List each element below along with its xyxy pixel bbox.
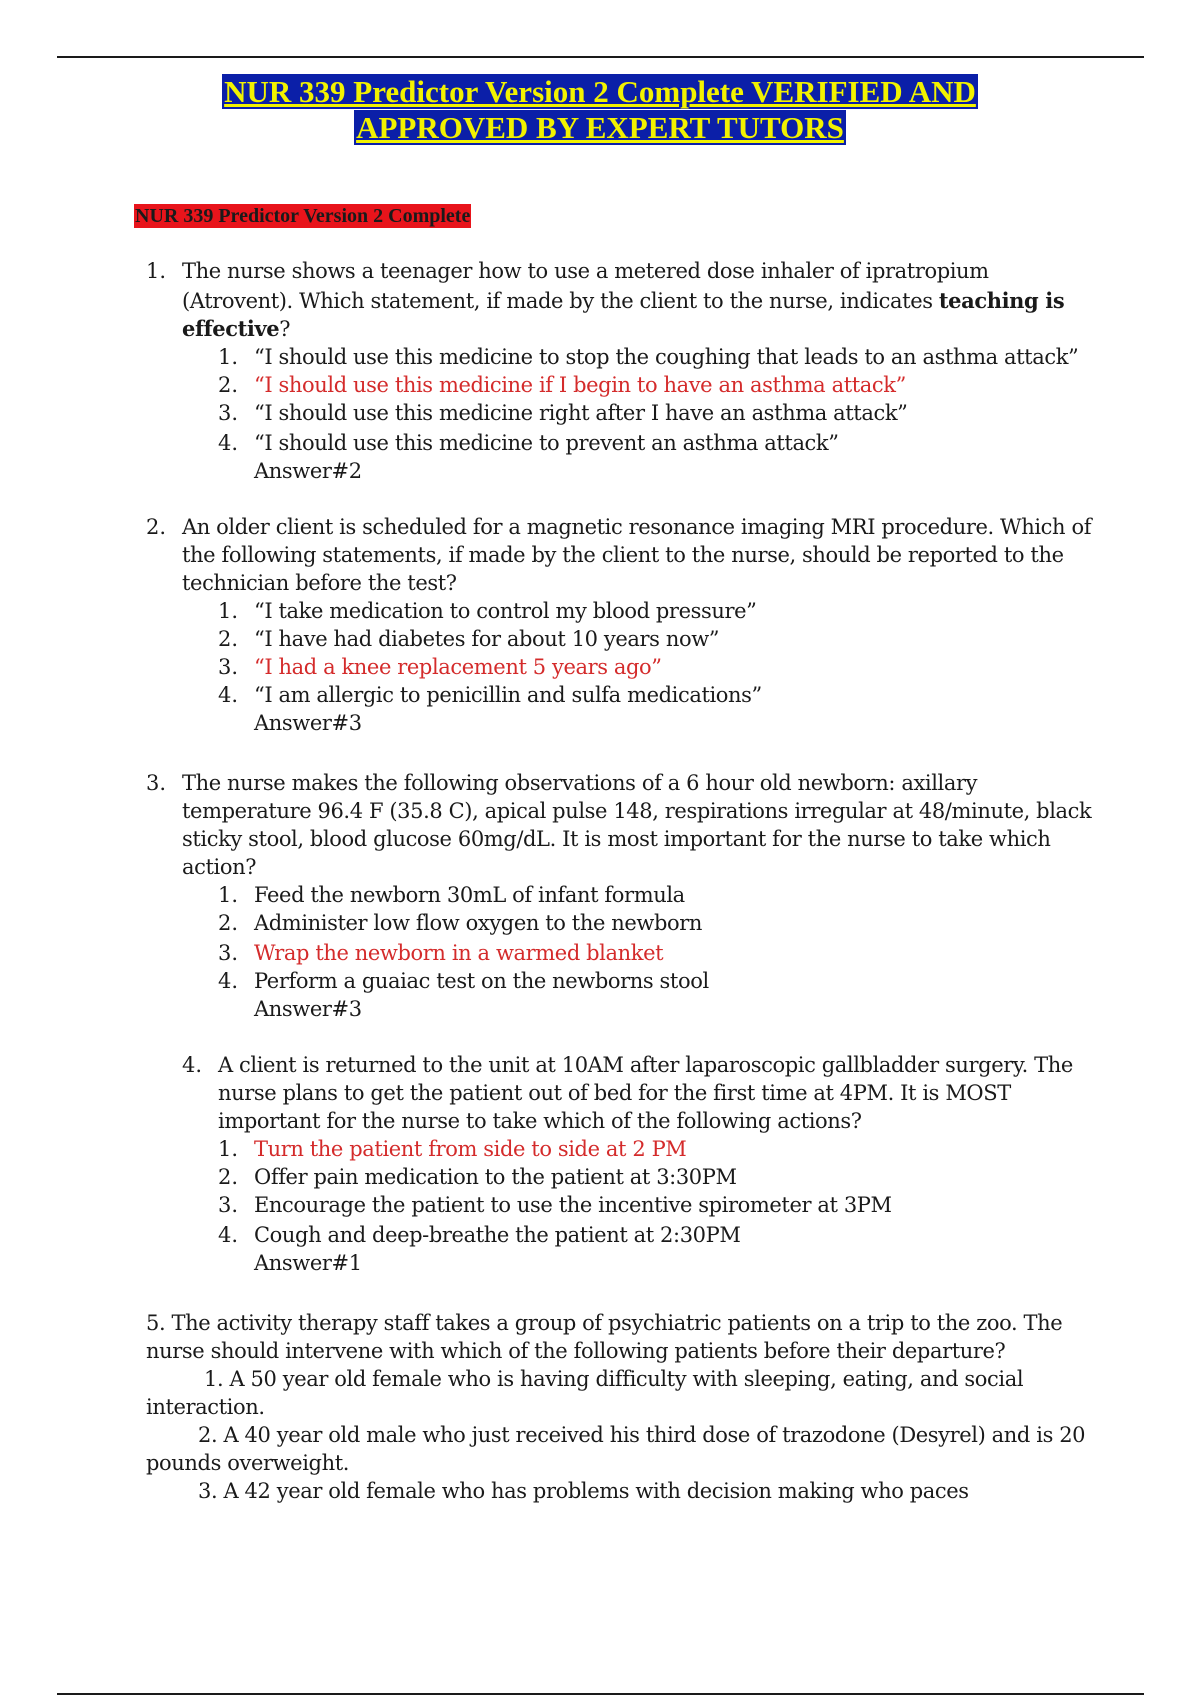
correct-option-text: Wrap the newborn in a warmed blanket xyxy=(254,941,664,965)
option-text: pounds overweight. xyxy=(146,1451,350,1475)
correct-option-text: “I had a knee replacement 5 years ago” xyxy=(254,655,662,679)
question-text xyxy=(182,288,1064,314)
question-text-emphasis: effective xyxy=(182,316,280,341)
option-number: 2. xyxy=(218,627,239,651)
question-text: 5. The activity therapy staff takes a group of psychiatric patients on a trip to the zoo. The xyxy=(146,1311,1063,1335)
option-number: 3. xyxy=(218,401,239,425)
question-number: 3. xyxy=(146,771,167,795)
option-text: interaction. xyxy=(146,1395,265,1419)
question-text-part: ? xyxy=(279,317,291,341)
question-text: nurse should intervene with which of the following patients before their departure? xyxy=(146,1339,1006,1363)
bottom-rule xyxy=(57,1693,1144,1695)
answer-label: Answer#3 xyxy=(254,711,362,735)
option-text: “I am allergic to penicillin and sulfa medications” xyxy=(254,683,762,707)
answer-label: Answer#2 xyxy=(254,459,362,483)
option-text: 1. A 50 year old female who is having difficulty with sleeping, eating, and social xyxy=(204,1367,1024,1391)
option-number: 4. xyxy=(218,1223,239,1247)
option-text: “I should use this medicine to prevent an asthma attack” xyxy=(254,431,839,455)
option-text: Encourage the patient to use the incentive spirometer at 3PM xyxy=(254,1193,892,1217)
answer-label: Answer#3 xyxy=(254,997,362,1021)
option-text: “I should use this medicine to stop the coughing that leads to an asthma attack” xyxy=(254,345,1079,369)
option-text: 3. A 42 year old female who has problems with decision making who paces xyxy=(198,1479,969,1503)
option-text: Perform a guaiac test on the newborns stool xyxy=(254,969,709,993)
question-number: 2. xyxy=(146,515,167,539)
option-text: “I should use this medicine right after I have an asthma attack” xyxy=(254,401,908,425)
question-text: temperature 96.4 F (35.8 C), apical pulse 148, respirations irregular at 48/minute, black xyxy=(182,799,1092,823)
question-text: important for the nurse to take which of the following actions? xyxy=(218,1109,862,1133)
option-number: 1. xyxy=(218,599,239,623)
question-text-part: (Atrovent). Which statement, if made by the client to the nurse, indicates xyxy=(182,289,939,313)
question-text: An older client is scheduled for a magnetic resonance imaging MRI procedure. Which of xyxy=(182,515,1092,539)
title-line-2: APPROVED BY EXPERT TUTORS xyxy=(356,110,844,145)
option-number: 3. xyxy=(218,941,239,965)
question-number: 1. xyxy=(146,259,167,283)
option-text: Offer pain medication to the patient at 3:30PM xyxy=(254,1165,737,1189)
option-text: Administer low flow oxygen to the newborn xyxy=(254,911,703,935)
option-number: 2. xyxy=(218,373,239,397)
option-number: 2. xyxy=(218,1165,239,1189)
option-number: 4. xyxy=(218,969,239,993)
document-subtitle: NUR 339 Predictor Version 2 Complete xyxy=(135,205,471,227)
question-text: the following statements, if made by the client to the nurse, should be reported to the xyxy=(182,543,1064,567)
option-text: “I take medication to control my blood pressure” xyxy=(254,599,757,623)
title-line-1: NUR 339 Predictor Version 2 Complete VERIFIED AND xyxy=(224,74,976,109)
question-text xyxy=(182,316,290,342)
question-text-emphasis: teaching is xyxy=(938,288,1065,313)
option-number: 1. xyxy=(218,883,239,907)
option-text: “I have had diabetes for about 10 years now” xyxy=(254,627,720,651)
question-text: nurse plans to get the patient out of bed for the first time at 4PM. It is MOST xyxy=(218,1081,1011,1105)
question-text: technician before the test? xyxy=(182,571,457,595)
correct-option-text: “I should use this medicine if I begin to have an asthma attack” xyxy=(254,373,906,397)
option-text: Feed the newborn 30mL of infant formula xyxy=(254,883,685,907)
option-number: 4. xyxy=(218,431,239,455)
option-number: 1. xyxy=(218,1137,239,1161)
answer-label: Answer#1 xyxy=(254,1251,362,1275)
question-number: 4. xyxy=(182,1053,203,1077)
option-text: 2. A 40 year old male who just received his third dose of trazodone (Desyrel) and is 20 xyxy=(198,1423,1086,1447)
option-number: 2. xyxy=(218,911,239,935)
option-number: 4. xyxy=(218,683,239,707)
option-number: 1. xyxy=(218,345,239,369)
correct-option-text: Turn the patient from side to side at 2 PM xyxy=(254,1137,687,1161)
question-text: sticky stool, blood glucose 60mg/dL. It is most important for the nurse to take which xyxy=(182,827,1051,851)
question-text: The nurse makes the following observations of a 6 hour old newborn: axillary xyxy=(182,771,978,795)
question-text: The nurse shows a teenager how to use a metered dose inhaler of ipratropium xyxy=(182,259,989,283)
question-text: A client is returned to the unit at 10AM after laparoscopic gallbladder surgery. The xyxy=(218,1053,1073,1077)
option-number: 3. xyxy=(218,1193,239,1217)
question-text: action? xyxy=(182,855,257,879)
option-text: Cough and deep-breathe the patient at 2:30PM xyxy=(254,1223,741,1247)
option-number: 3. xyxy=(218,655,239,679)
